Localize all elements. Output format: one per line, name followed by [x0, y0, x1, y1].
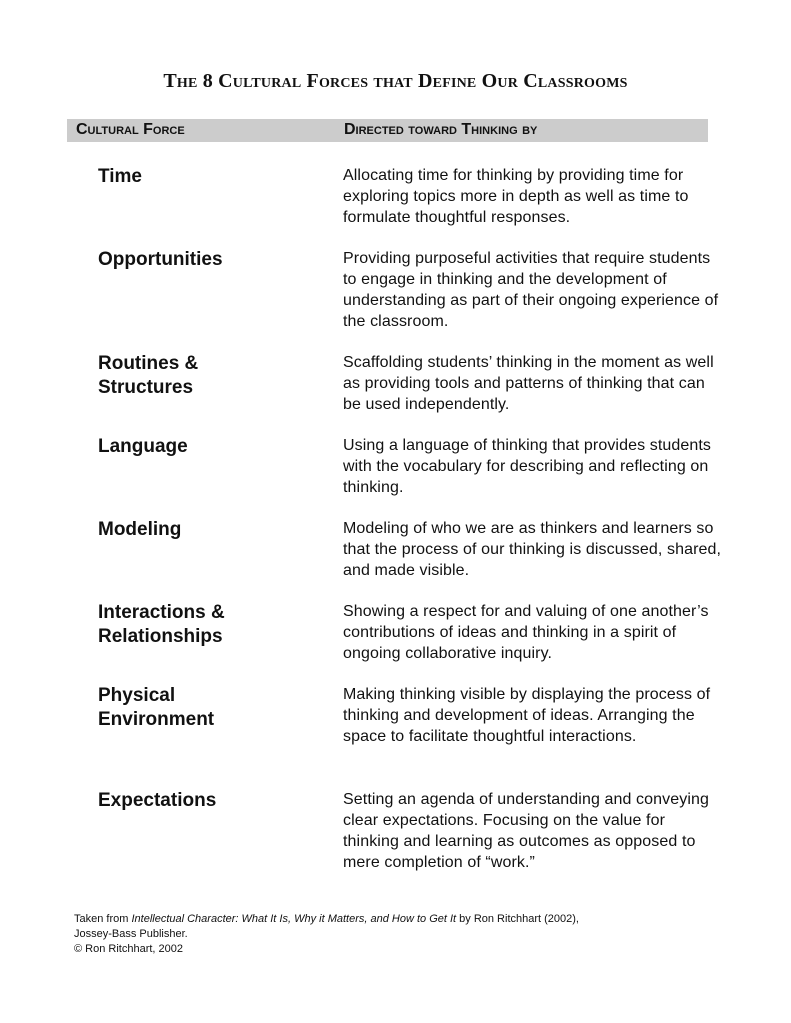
force-description: Making thinking visible by displaying the process of thinking and development of ideas. Arranging the space to facilitate thoughtful interactions. [343, 686, 711, 745]
force-label: Time [98, 166, 143, 187]
publisher: Jossey-Bass Publisher. [74, 928, 188, 940]
force-description: Scaffolding students’ thinking in the moment as well as providing tools and patterns of thinking that can be used independently. [343, 354, 714, 413]
force-description: Modeling of who we are as thinkers and learners so that the process of our thinking is discussed, shared, and made visible. [343, 520, 722, 579]
source-citation [74, 912, 754, 957]
force-description: Providing purposeful activities that require students to engage in thinking and the development of understanding as part of their ongoing experience of the classroom. [343, 250, 719, 330]
page-title: The 8 Cultural Forces that Define Our Classrooms [163, 70, 628, 92]
force-label: Routines & Structures [98, 353, 199, 398]
force-description: Allocating time for thinking by providing time for exploring topics more in depth as well as time to formulate thoughtful responses. [343, 167, 689, 226]
header-cultural-force: Cultural Force [76, 121, 185, 138]
force-description: Showing a respect for and valuing of one another’s contributions of ideas and thinking in a spirit of ongoing collaborative inquiry. [343, 603, 709, 662]
force-label: Language [98, 436, 188, 457]
force-description: Using a language of thinking that provides students with the vocabulary for describing and reflecting on thinking. [343, 437, 712, 496]
force-label: Expectations [98, 790, 217, 811]
force-label: Physical Environment [98, 685, 215, 730]
force-label: Modeling [98, 519, 182, 540]
force-label: Interactions & Relationships [98, 602, 225, 647]
force-label: Opportunities [98, 249, 223, 270]
copyright: © Ron Ritchhart, 2002 [74, 943, 183, 955]
citation-suffix: by Ron Ritchhart (2002), [456, 913, 579, 925]
table-header [67, 119, 708, 142]
citation-prefix: Taken from [74, 913, 132, 925]
book-title: Intellectual Character: What It Is, Why it Matters, and How to Get It [131, 913, 457, 925]
force-description: Setting an agenda of understanding and conveying clear expectations. Focusing on the value for thinking and learning as outcomes as opposed to mere completion of “work.” [343, 791, 709, 871]
header-directed-toward: Directed toward Thinking by [344, 121, 538, 138]
